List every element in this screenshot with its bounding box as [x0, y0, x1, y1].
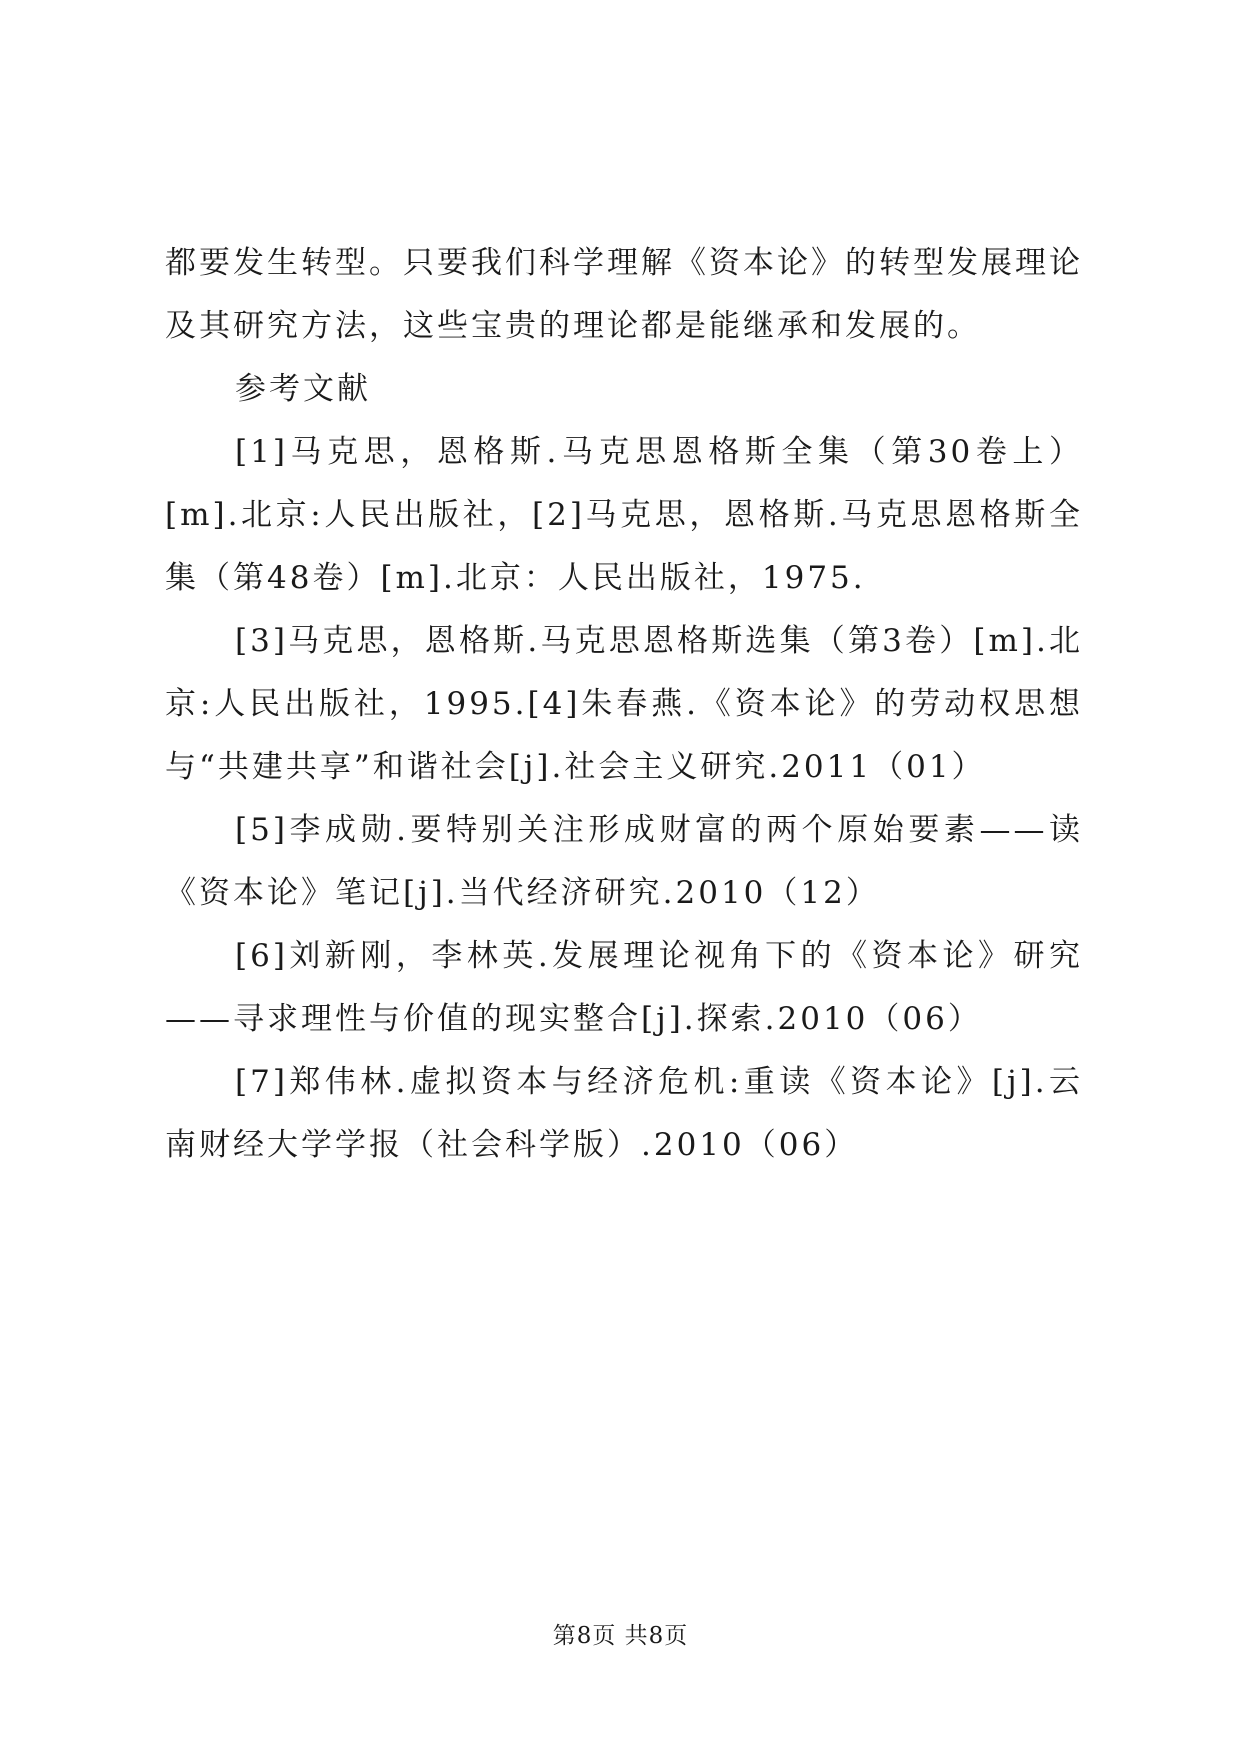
reference-item: [7]郑伟林.虚拟资本与经济危机:重读《资本论》[j].云南财经大学学报（社会科学版）.2010（06）	[165, 1064, 1083, 1163]
reference-item: [3]马克思，恩格斯.马克思恩格斯选集（第3卷）[m].北京:人民出版社，1995.[4]朱春燕.《资本论》的劳动权思想与“共建共享”和谐社会[j].社会主义研究.2011（01）	[165, 623, 1083, 785]
reference-item: [5]李成勋.要特别关注形成财富的两个原始要素——读《资本论》笔记[j].当代经济研究.2010（12）	[165, 812, 1083, 911]
document-body	[165, 232, 1083, 1177]
page-number-footer: 第8页 共8页	[552, 1623, 689, 1649]
reference-item: [1]马克思，恩格斯.马克思恩格斯全集（第30卷上）[m].北京:人民出版社，[2]马克思，恩格斯.马克思恩格斯全集（第48卷）[m].北京：人民出版社，1975.	[165, 434, 1083, 596]
reference-item: [6]刘新刚，李林英.发展理论视角下的《资本论》研究——寻求理性与价值的现实整合[j].探索.2010（06）	[165, 938, 1083, 1037]
references-heading: 参考文献	[235, 371, 371, 407]
intro-paragraph: 都要发生转型。只要我们科学理解《资本论》的转型发展理论及其研究方法，这些宝贵的理论都是能继承和发展的。	[165, 245, 1083, 344]
